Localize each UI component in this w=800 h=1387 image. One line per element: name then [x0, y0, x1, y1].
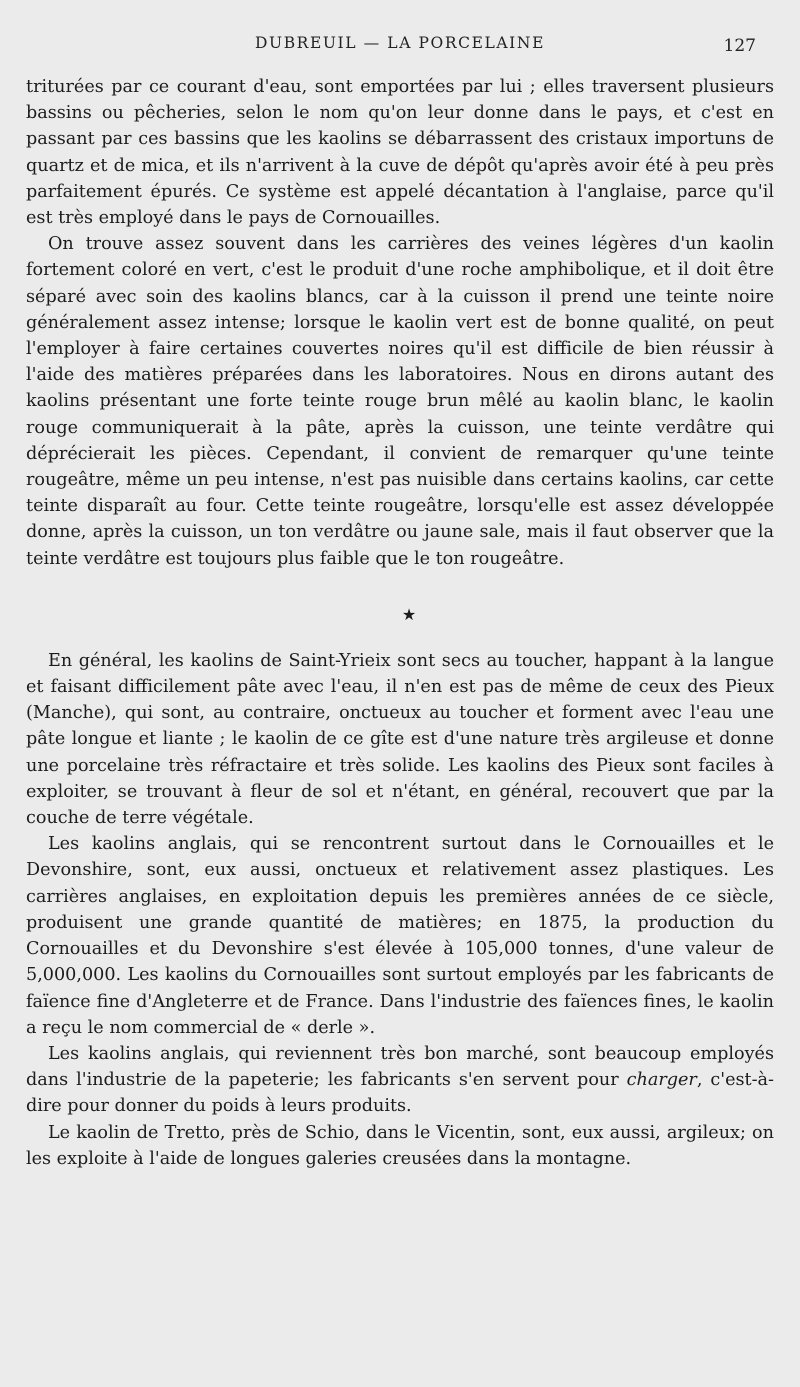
page-number: 127 — [723, 36, 756, 56]
page-header — [0, 34, 800, 58]
section-separator-star: ★ — [401, 604, 417, 624]
body-text — [26, 74, 774, 1172]
paragraph-5-part-2: , c'est-à-dire pour donner du poids à leurs produits. — [26, 1070, 774, 1117]
paragraph-4: Les kaolins anglais, qui se rencontrent surtout dans le Cornouailles et le Devonshire, sont, eux aussi, onctueux et relativement assez plastiques. Les carrières anglaises, en exploitation depuis les premières années de ce siècle, produisent une grande quantité de matières; en 1875, la production du Cornouailles et du Devonshire s'est élevée à 105,000 tonnes, d'une valeur de 5,000,000. Les kaolins du Cornouailles sont surtout employés par les fabricants de faïence fine d'Angleterre et de France. Dans l'industrie des faïences fines, le kaolin a reçu le nom commercial de « derle ». — [26, 834, 774, 1038]
paragraph-6: Le kaolin de Tretto, près de Schio, dans le Vicentin, sont, eux aussi, argileux; on les exploite à l'aide de longues galeries creusées dans la montagne. — [26, 1122, 774, 1169]
running-head: DUBREUIL — LA PORCELAINE — [255, 34, 545, 52]
paragraph-2: On trouve assez souvent dans les carrières des veines légères d'un kaolin fortement coloré en vert, c'est le produit d'une roche amphibolique, et il doit être séparé avec soin des kaolins blancs, car à la cuisson il prend une teinte noire généralement assez intense; lorsque le kaolin vert est de bonne qualité, on peut l'employer à faire certaines couvertes noires qu'il est difficile de bien réussir à l'aide des matières préparées dans les laboratoires. Nous en dirons autant des kaolins présentant une forte teinte rouge brun mêlé au kaolin blanc, le kaolin rouge communiquerait à la pâte, après la cuisson, une teinte verdâtre qui déprécierait les pièces. Cependant, il convient de remarquer qu'une teinte rougeâtre, même un peu intense, n'est pas nuisible dans certains kaolins, car cette teinte disparaît au four. Cette teinte rougeâtre, lorsqu'elle est assez développée donne, après la cuisson, un ton verdâtre ou jaune sale, mais il faut observer que la teinte verdâtre est toujours plus faible que le ton rougeâtre. — [26, 234, 774, 569]
paragraph-5-part-1: Les kaolins anglais, qui reviennent très bon marché, sont beaucoup employés dans l'industrie de la papeterie; les fabricants s'en servent pour — [26, 1043, 774, 1091]
italic-term-charger: charger — [626, 1070, 697, 1091]
paragraph-3: En général, les kaolins de Saint-Yrieix sont secs au toucher, happant à la langue et faisant difficilement pâte avec l'eau, il n'en est pas de même de ceux des Pieux (Manche), qui sont, au contraire, onctueux au toucher et forment avec l'eau une pâte longue et liante ; le kaolin de ce gîte est d'une nature très argileuse et donne une porcelaine très réfractaire et très solide. Les kaolins des Pieux sont faciles à exploiter, se trouvant à fleur de sol et n'étant, en général, recouvert que par la couche de terre végétale. — [26, 650, 774, 829]
paragraph-5 — [26, 1041, 774, 1120]
paragraph-1: triturées par ce courant d'eau, sont emportées par lui ; elles traversent plusieurs bassins ou pêcheries, selon le nom qu'on leur donne dans le pays, et c'est en passant par ces bassins que les kaolins se débarrassent des cristaux importuns de quartz et de mica, et ils n'arrivent à la cuve de dépôt qu'après avoir été à peu près parfaitement épurés. Ce système est appelé décantation à l'anglaise, parce qu'il est très employé dans le pays de Cornouailles. — [26, 77, 774, 229]
